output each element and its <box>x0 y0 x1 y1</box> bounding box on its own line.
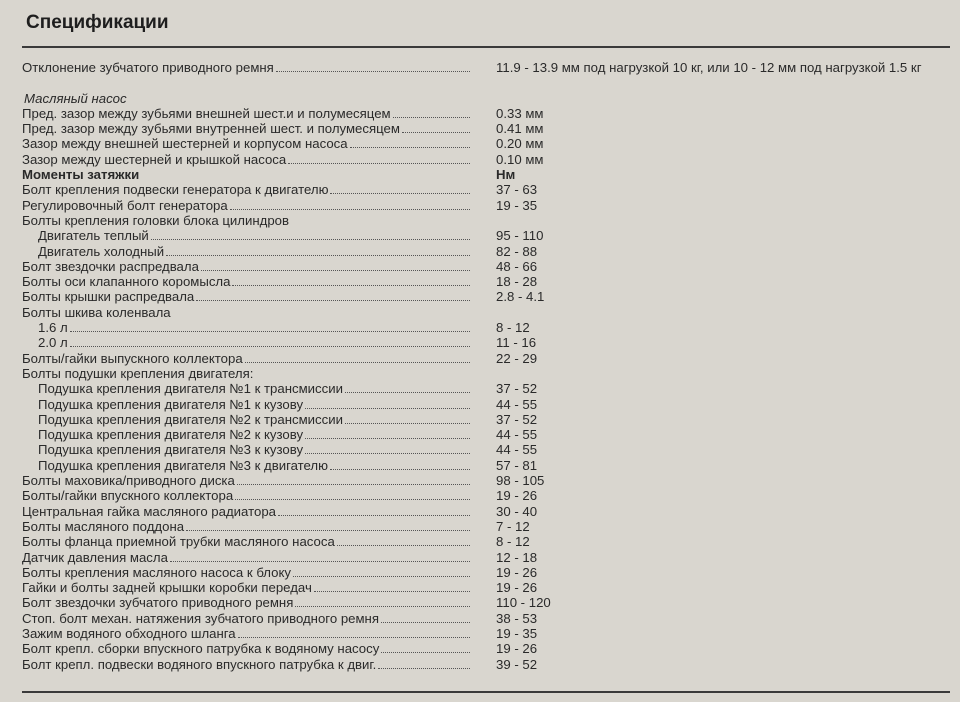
spec-value: 19 - 35 <box>496 197 538 213</box>
spec-row <box>22 335 952 350</box>
dot-leader <box>196 290 470 301</box>
dot-leader <box>345 382 470 393</box>
dot-leader <box>278 505 470 516</box>
spec-label <box>22 259 470 274</box>
spec-row <box>22 473 952 488</box>
spec-row <box>22 504 952 519</box>
spec-value: 44 - 55 <box>496 396 538 412</box>
spec-value: 95 - 110 <box>496 228 544 244</box>
dot-leader <box>378 658 470 669</box>
spec-row <box>22 595 952 610</box>
spec-row <box>22 213 952 228</box>
spec-label <box>22 473 470 488</box>
spec-value: 22 - 29 <box>496 350 538 366</box>
spec-label <box>22 106 470 121</box>
spec-value: 44 - 55 <box>496 442 538 458</box>
spec-label <box>22 274 470 289</box>
spec-label <box>22 167 470 182</box>
spec-label-text: Зазор между внешней шестерней и корпусом насоса <box>22 136 348 152</box>
dot-leader <box>186 520 470 531</box>
spec-value: 19 - 26 <box>496 641 538 657</box>
dot-leader <box>314 581 470 592</box>
spec-row <box>22 626 952 641</box>
spec-value: 0.20 мм <box>496 136 544 152</box>
spec-label-text: Болт крепления подвески генератора к двигателю <box>22 182 329 198</box>
spec-label <box>22 611 470 626</box>
spec-value: 37 - 63 <box>496 182 538 198</box>
spec-label <box>22 580 470 595</box>
spec-value: 2.8 - 4.1 <box>496 289 545 305</box>
spec-label <box>22 320 470 335</box>
dot-leader <box>232 275 470 286</box>
spec-row <box>22 167 952 182</box>
spec-label-text: Болт звездочки распредвала <box>22 258 199 274</box>
spec-label <box>22 550 470 565</box>
spec-label <box>22 519 470 534</box>
spec-label <box>22 289 470 304</box>
spec-label-text: Гайки и болты задней крышки коробки передач <box>22 580 312 596</box>
spec-label <box>22 488 470 503</box>
spec-label-text: Зазор между шестерней и крышкой насоса <box>22 151 287 167</box>
spec-label-text: Регулировочный болт генератора <box>22 197 228 213</box>
spec-label <box>22 228 470 243</box>
spec-label <box>22 458 470 473</box>
dot-leader <box>345 413 470 424</box>
spec-value: 98 - 105 <box>496 473 545 489</box>
spec-label <box>22 397 470 412</box>
spec-label-text: Болты оси клапанного коромысла <box>22 274 231 290</box>
spec-label-text: Двигатель теплый <box>38 228 149 244</box>
spec-value: 18 - 28 <box>496 274 538 290</box>
spec-value: 0.41 мм <box>496 121 544 137</box>
spec-label-text: 1.6 л <box>38 320 68 336</box>
dot-leader <box>151 229 470 240</box>
spec-row <box>22 550 952 565</box>
spec-value: 19 - 26 <box>496 488 538 504</box>
spec-row <box>22 351 952 366</box>
spec-row <box>22 305 952 320</box>
spec-row <box>22 611 952 626</box>
dot-leader <box>381 612 470 623</box>
spec-label-text: Болты шкива коленвала <box>22 304 171 320</box>
spec-label-text: Двигатель холодный <box>38 243 165 259</box>
spec-value: 19 - 26 <box>496 564 538 580</box>
dot-leader <box>166 245 470 256</box>
spec-row <box>22 152 952 167</box>
dot-leader <box>305 428 470 439</box>
spec-value: 0.33 мм <box>496 105 544 121</box>
spec-label-text: Болты/гайки впускного коллектора <box>22 488 234 504</box>
spec-row <box>22 106 952 121</box>
spec-label <box>22 641 470 656</box>
spec-label-text: Подушка крепления двигателя №1 к трансмиссии <box>38 381 343 397</box>
spec-row <box>22 366 952 381</box>
spec-label <box>22 136 470 151</box>
spec-label-text: Подушка крепления двигателя №2 к кузову <box>38 427 304 443</box>
spec-value: 37 - 52 <box>496 411 538 427</box>
spec-row <box>22 381 952 396</box>
spec-row <box>22 519 952 534</box>
dot-leader <box>330 183 470 194</box>
spec-label <box>22 121 470 136</box>
page-title: Спецификации <box>26 12 169 33</box>
spec-label <box>22 504 470 519</box>
dot-leader <box>70 321 470 332</box>
spec-label <box>22 182 470 197</box>
spec-value: 48 - 66 <box>496 258 538 274</box>
spec-label <box>22 152 470 167</box>
spec-label-text: Болт крепл. сборки впускного патрубка к водяному насосу <box>22 641 380 657</box>
spec-label-text: Болты подушки крепления двигателя: <box>22 365 254 381</box>
dot-leader <box>70 336 470 347</box>
spec-label-text: Пред. зазор между зубьями внешней шест.и и полумесяцем <box>22 105 391 121</box>
dot-leader <box>337 535 470 546</box>
spec-label <box>22 412 470 427</box>
spec-row <box>22 442 952 457</box>
spec-value: 12 - 18 <box>496 549 538 565</box>
spec-row <box>22 320 952 335</box>
spec-value: 44 - 55 <box>496 427 538 443</box>
spec-row <box>22 289 952 304</box>
dot-leader <box>170 551 470 562</box>
spec-row <box>22 657 952 672</box>
spec-label-text: Центральная гайка масляного радиатора <box>22 503 276 519</box>
dot-leader <box>288 153 470 164</box>
dot-leader <box>381 642 470 653</box>
spec-row <box>22 565 952 580</box>
spec-label <box>22 626 470 641</box>
dot-leader <box>295 596 470 607</box>
spec-row <box>22 641 952 656</box>
spec-label <box>22 381 470 396</box>
spec-value: 8 - 12 <box>496 534 530 550</box>
spec-label <box>22 534 470 549</box>
spec-label <box>22 91 470 106</box>
spec-row <box>22 488 952 503</box>
spec-value: 19 - 26 <box>496 580 538 596</box>
spec-value: 19 - 35 <box>496 625 538 641</box>
spec-label-text: Болты крепления масляного насоса к блоку <box>22 564 291 580</box>
spec-label <box>22 366 470 381</box>
spec-value: 39 - 52 <box>496 656 538 672</box>
spec-label-text: Болты крышки распредвала <box>22 289 195 305</box>
spec-row <box>22 182 952 197</box>
dot-leader <box>276 61 470 72</box>
spec-value: 8 - 12 <box>496 320 530 336</box>
spec-label <box>22 595 470 610</box>
dot-leader <box>305 443 470 454</box>
spec-row <box>22 60 952 91</box>
spec-label-text: Болты маховика/приводного диска <box>22 473 235 489</box>
spec-value: 82 - 88 <box>496 243 538 259</box>
spec-value: Нм <box>496 167 516 183</box>
spec-value: 30 - 40 <box>496 503 538 519</box>
spec-row <box>22 427 952 442</box>
spec-value: 38 - 53 <box>496 610 538 626</box>
spec-label <box>22 198 470 213</box>
spec-label-text: Подушка крепления двигателя №1 к кузову <box>38 396 304 412</box>
spec-row <box>22 274 952 289</box>
spec-row <box>22 259 952 274</box>
dot-leader <box>245 352 470 363</box>
spec-label-text: Стоп. болт механ. натяжения зубчатого приводного ремня <box>22 610 379 626</box>
spec-row <box>22 121 952 136</box>
spec-label-text: Отклонение зубчатого приводного ремня <box>22 60 274 75</box>
spec-row <box>22 244 952 259</box>
spec-label <box>22 335 470 350</box>
dot-leader <box>230 199 470 210</box>
spec-label-text: Болты/гайки выпускного коллектора <box>22 350 243 366</box>
spec-value: 11.9 - 13.9 мм под нагрузкой 10 кг, или 10 - 12 мм под нагрузкой 1.5 кг <box>496 60 922 75</box>
dot-leader <box>293 566 470 577</box>
spec-value: 0.10 мм <box>496 151 544 167</box>
spec-value: 57 - 81 <box>496 457 538 473</box>
spec-label-text: Подушка крепления двигателя №3 к кузову <box>38 442 304 458</box>
spec-label-text: Пред. зазор между зубьями внутренней шест. и полумесяцем <box>22 121 400 137</box>
spec-value: 110 - 120 <box>496 595 551 611</box>
spec-table <box>22 60 952 672</box>
spec-label-text: Болт крепл. подвески водяного впускного патрубка к двиг. <box>22 656 377 672</box>
dot-leader <box>393 107 470 118</box>
dot-leader <box>235 489 470 500</box>
dot-leader <box>201 260 470 271</box>
dot-leader <box>350 137 470 148</box>
spec-label <box>22 213 470 228</box>
spec-row <box>22 397 952 412</box>
spec-label-text: Болты крепления головки блока цилиндров <box>22 212 290 228</box>
dot-leader <box>330 459 470 470</box>
spec-row <box>22 458 952 473</box>
spec-row <box>22 412 952 427</box>
spec-value: 7 - 12 <box>496 518 530 534</box>
dot-leader <box>402 122 470 133</box>
spec-label <box>22 60 470 75</box>
spec-row <box>22 228 952 243</box>
spec-row <box>22 91 952 106</box>
spec-label-text: Болты масляного поддона <box>22 518 185 534</box>
spec-row <box>22 580 952 595</box>
spec-label-text: Подушка крепления двигателя №3 к двигателю <box>38 457 329 473</box>
spec-label <box>22 351 470 366</box>
spec-label-text: Зажим водяного обходного шланга <box>22 625 236 641</box>
spec-label-text: Датчик давления масла <box>22 549 168 565</box>
spec-label-text: Подушка крепления двигателя №2 к трансмиссии <box>38 411 343 427</box>
spec-label <box>22 244 470 259</box>
spec-label-text: Моменты затяжки <box>22 167 140 183</box>
spec-label <box>22 442 470 457</box>
spec-label <box>22 657 470 672</box>
spec-value: 11 - 16 <box>496 335 537 351</box>
spec-label-text: 2.0 л <box>38 335 68 351</box>
spec-row <box>22 136 952 151</box>
spec-label <box>22 427 470 442</box>
spec-row <box>22 198 952 213</box>
spec-label-text: Болт звездочки зубчатого приводного ремня <box>22 595 294 611</box>
spec-label-text: Болты фланца приемной трубки масляного насоса <box>22 534 335 550</box>
spec-row <box>22 534 952 549</box>
spec-label <box>22 305 470 320</box>
dot-leader <box>238 627 470 638</box>
spec-label <box>22 565 470 580</box>
dot-leader <box>305 398 470 409</box>
title-rule <box>22 46 950 48</box>
bottom-rule <box>22 691 950 693</box>
dot-leader <box>237 474 470 485</box>
spec-value: 37 - 52 <box>496 381 538 397</box>
spec-label-text: Масляный насос <box>24 90 127 106</box>
